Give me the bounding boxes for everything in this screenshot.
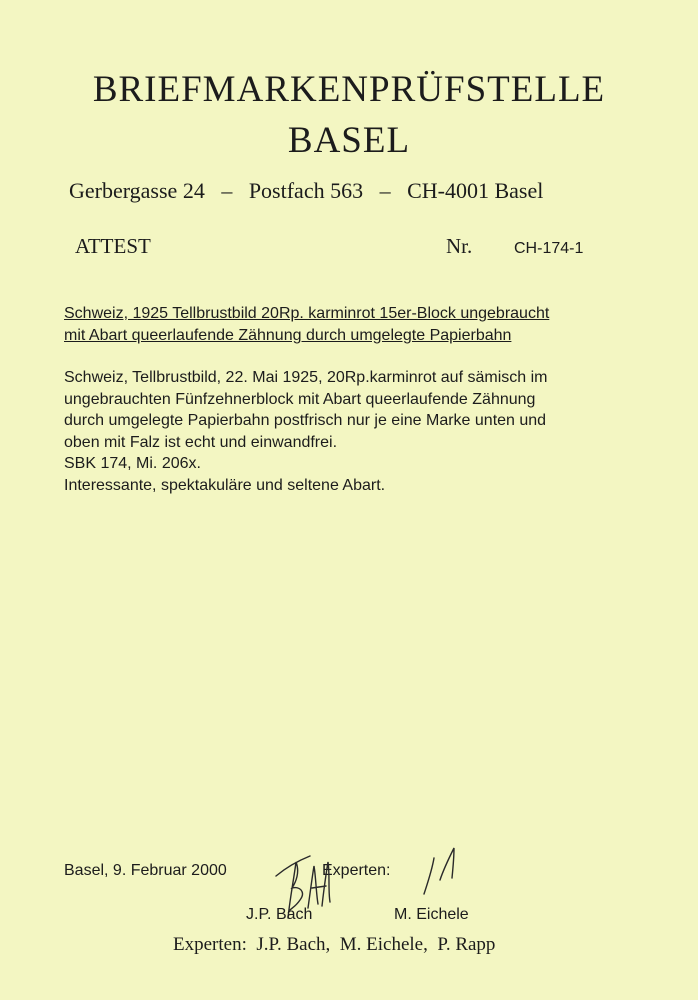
certificate-number: CH-174-1: [514, 240, 584, 257]
experts-label: Experten:: [322, 862, 391, 879]
body-line: oben mit Falz ist echt und einwandfrei.: [64, 433, 338, 451]
experts-stamp-line: Experten: J.P. Bach, M. Eichele, P. Rapp: [173, 934, 496, 955]
body-line: Schweiz, Tellbrustbild, 22. Mai 1925, 20Rp.karminrot auf sämisch im: [64, 369, 548, 386]
body-line: durch umgelegte Papierbahn postfrisch nur je eine Marke unten und: [64, 412, 547, 429]
office-address: Gerbergasse 24 – Postfach 563 – CH-4001 Basel: [69, 178, 544, 203]
signer-name-bach: J.P. Bach: [246, 906, 313, 923]
office-city: BASEL: [287, 120, 411, 161]
body-line: SBK 174, Mi. 206x.: [64, 455, 201, 472]
body-line: Interessante, spektakuläre und seltene Abart.: [64, 476, 386, 494]
certificate-label: ATTEST: [75, 234, 151, 258]
certificate-subject: [64, 303, 549, 347]
certificate-number-label: Nr.: [446, 234, 473, 258]
certificate-body: [64, 367, 547, 496]
place-date: Basel, 9. Februar 2000: [64, 862, 227, 879]
body-line: ungebrauchten Fünfzehnerblock mit Abart queerlaufende Zähnung: [64, 390, 536, 408]
office-title: BRIEFMARKENPRÜFSTELLE: [92, 69, 606, 110]
signature-eichele: [420, 842, 460, 902]
signer-name-eichele: M. Eichele: [394, 906, 469, 923]
subject-line-2: mit Abart queerlaufende Zähnung durch umgelegte Papierbahn: [64, 327, 512, 344]
subject-line-1: Schweiz, 1925 Tellbrustbild 20Rp. karminrot 15er-Block ungebraucht: [64, 305, 550, 322]
